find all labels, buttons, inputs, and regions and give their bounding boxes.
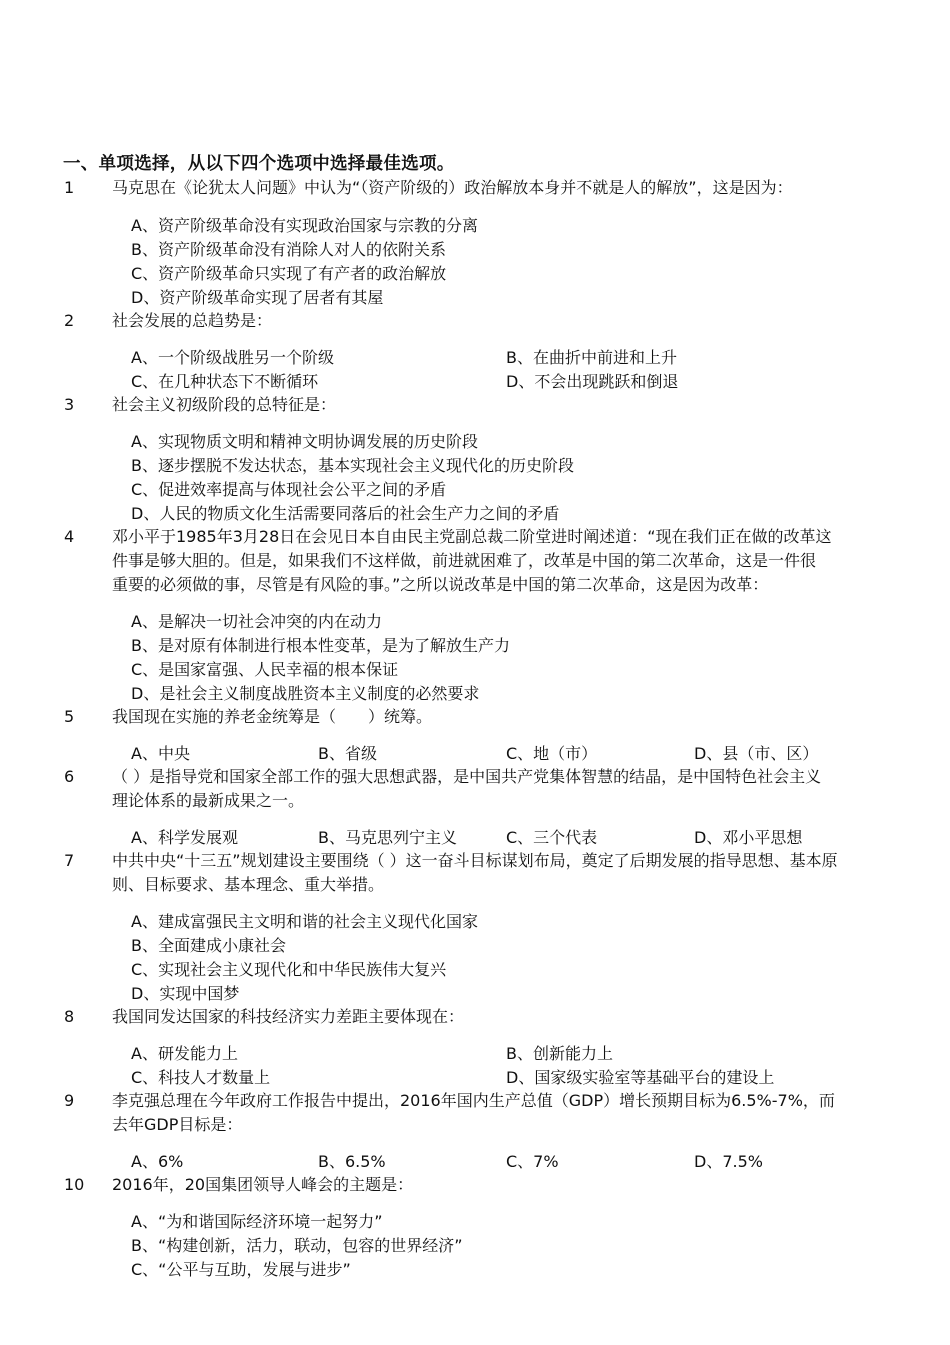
option-c: C、是国家富强、人民幸福的根本保证 bbox=[131, 660, 399, 679]
option-d: D、是社会主义制度战胜资本主义制度的必然要求 bbox=[131, 684, 480, 703]
question-text-line-3: 重要的必须做的事，尽管是有风险的事。”之所以说改革是中国的第二次革命，这是因为改革： bbox=[112, 575, 769, 594]
question-number: 7 bbox=[64, 851, 75, 870]
option-c: C、“公平与互助，发展与进步” bbox=[131, 1260, 351, 1279]
option-d: D、资产阶级革命实现了居者有其屋 bbox=[131, 288, 384, 307]
question-text-line-1: （ ）是指导党和国家全部工作的强大思想武器，是中国共产党集体智慧的结晶，是中国特色社会主义 bbox=[112, 767, 822, 786]
option-d: D、人民的物质文化生活需要同落后的社会生产力之间的矛盾 bbox=[131, 504, 560, 523]
question-text: 社会主义初级阶段的总特征是： bbox=[112, 395, 337, 414]
question-text: 马克思在《论犹太人问题》中认为“（资产阶级的）政治解放本身并不就是人的解放”，这是因为： bbox=[112, 178, 793, 197]
option-a: A、科学发展观 bbox=[131, 828, 238, 847]
option-c: C、科技人才数量上 bbox=[131, 1068, 271, 1087]
option-c: C、7% bbox=[506, 1152, 559, 1171]
option-a: A、一个阶级战胜另一个阶级 bbox=[131, 348, 334, 367]
option-c: C、三个代表 bbox=[506, 828, 598, 847]
option-b: B、资产阶级革命没有消除人对人的依附关系 bbox=[131, 240, 446, 259]
option-a: A、“为和谐国际经济环境一起努力” bbox=[131, 1212, 383, 1231]
question-number: 9 bbox=[64, 1091, 75, 1110]
question-text-line-1: 李克强总理在今年政府工作报告中提出，2016年国内生产总值（GDP）增长预期目标为6.5%-7%，而 bbox=[112, 1091, 835, 1110]
question-text: 2016年，20国集团领导人峰会的主题是： bbox=[112, 1175, 414, 1194]
option-c: C、资产阶级革命只实现了有产者的政治解放 bbox=[131, 264, 447, 283]
question-number: 5 bbox=[64, 707, 75, 726]
option-a: A、资产阶级革命没有实现政治国家与宗教的分离 bbox=[131, 216, 478, 235]
question-text-line-1: 邓小平于1985年3月28日在会见日本自由民主党副总裁二阶堂进时阐述道：“现在我们正在做的改革这 bbox=[112, 527, 832, 546]
question-number: 6 bbox=[64, 767, 75, 786]
question-text-line-2: 则、目标要求、基本理念、重大举措。 bbox=[112, 875, 385, 894]
option-d: D、实现中国梦 bbox=[131, 984, 240, 1003]
option-c: C、在几种状态下不断循环 bbox=[131, 372, 319, 391]
option-a: A、中央 bbox=[131, 744, 190, 763]
option-b: B、省级 bbox=[318, 744, 377, 763]
option-a: A、6% bbox=[131, 1152, 184, 1171]
question-text-line-2: 理论体系的最新成果之一。 bbox=[112, 791, 305, 810]
option-c: C、地（市） bbox=[506, 744, 598, 763]
question-text-line-2: 件事是够大胆的。但是，如果我们不这样做，前进就困难了，改革是中国的第二次革命，这是一件很 bbox=[112, 551, 817, 570]
option-b: B、创新能力上 bbox=[506, 1044, 613, 1063]
option-a: A、实现物质文明和精神文明协调发展的历史阶段 bbox=[131, 432, 478, 451]
option-b: B、在曲折中前进和上升 bbox=[506, 348, 677, 367]
option-b: B、“构建创新，活力，联动，包容的世界经济” bbox=[131, 1236, 463, 1255]
option-c: C、实现社会主义现代化和中华民族伟大复兴 bbox=[131, 960, 447, 979]
option-b: B、全面建成小康社会 bbox=[131, 936, 286, 955]
option-d: D、不会出现跳跃和倒退 bbox=[506, 372, 679, 391]
option-d: D、邓小平思想 bbox=[694, 828, 803, 847]
question-number: 1 bbox=[64, 178, 75, 197]
question-number: 4 bbox=[64, 527, 75, 546]
option-a: A、研发能力上 bbox=[131, 1044, 238, 1063]
question-number: 8 bbox=[64, 1007, 75, 1026]
option-a: A、建成富强民主文明和谐的社会主义现代化国家 bbox=[131, 912, 478, 931]
question-text: 我国同发达国家的科技经济实力差距主要体现在： bbox=[112, 1007, 465, 1026]
option-a: A、是解决一切社会冲突的内在动力 bbox=[131, 612, 382, 631]
option-b: B、是对原有体制进行根本性变革，是为了解放生产力 bbox=[131, 636, 510, 655]
question-number: 2 bbox=[64, 311, 75, 330]
option-b: B、逐步摆脱不发达状态，基本实现社会主义现代化的历史阶段 bbox=[131, 456, 574, 475]
question-number: 10 bbox=[64, 1175, 85, 1194]
option-d: D、7.5% bbox=[694, 1152, 763, 1171]
option-d: D、县（市、区） bbox=[694, 744, 819, 763]
question-text: 我国现在实施的养老金统筹是（ ）统筹。 bbox=[112, 707, 433, 726]
question-text-line-2: 去年GDP目标是： bbox=[112, 1115, 243, 1134]
question-number: 3 bbox=[64, 395, 75, 414]
option-c: C、促进效率提高与体现社会公平之间的矛盾 bbox=[131, 480, 447, 499]
question-text: 社会发展的总趋势是： bbox=[112, 311, 273, 330]
option-d: D、国家级实验室等基础平台的建设上 bbox=[506, 1068, 775, 1087]
question-text-line-1: 中共中央“十三五”规划建设主要围绕（ ）这一奋斗目标谋划布局，奠定了后期发展的指导思想、基本原 bbox=[112, 851, 838, 870]
option-b: B、6.5% bbox=[318, 1152, 386, 1171]
section-title: 一、单项选择，从以下四个选项中选择最佳选项。 bbox=[63, 154, 455, 174]
option-b: B、马克思列宁主义 bbox=[318, 828, 457, 847]
